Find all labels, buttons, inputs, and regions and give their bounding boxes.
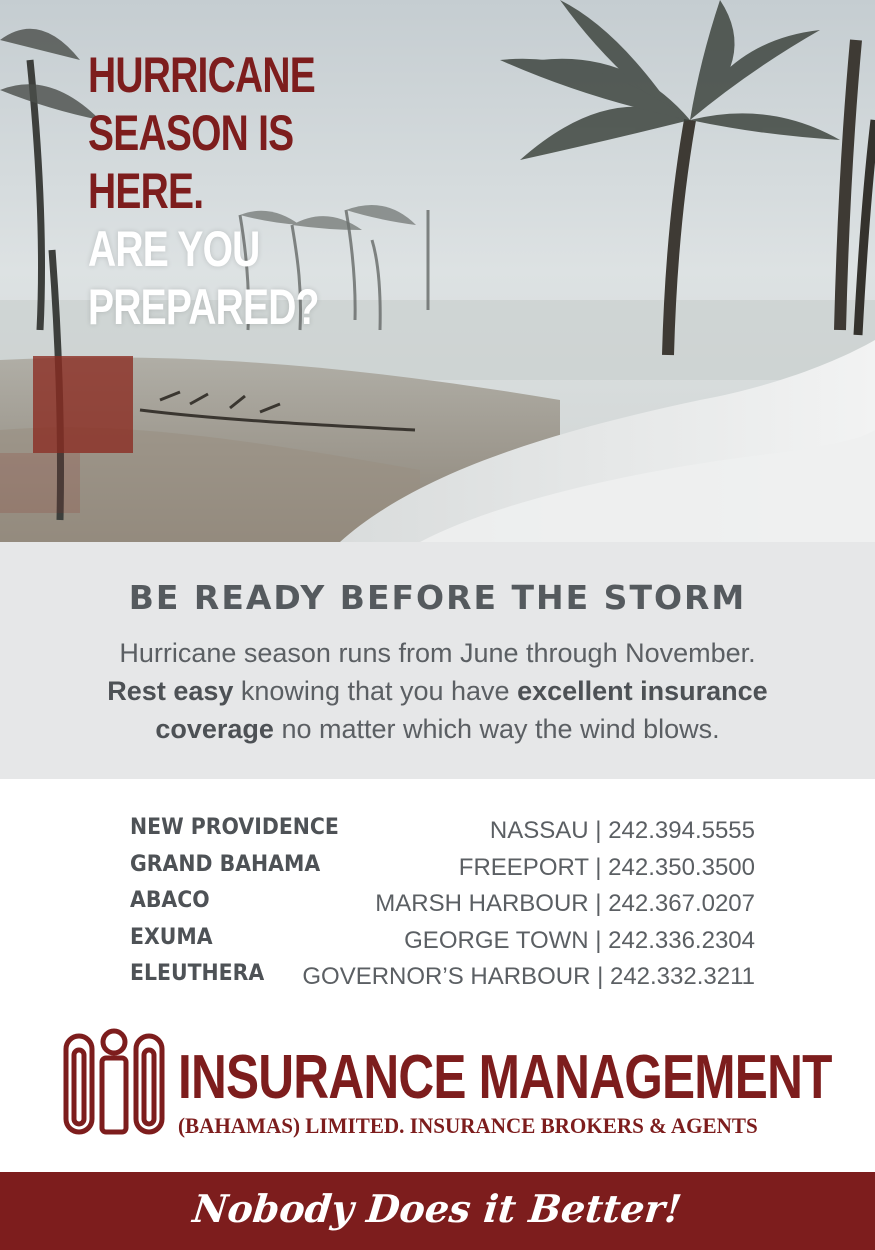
- company-logo-icon: [62, 1028, 166, 1136]
- office-phone: GEORGE TOWN | 242.336.2304: [404, 926, 755, 954]
- band-bold-text: Rest easy: [107, 676, 234, 706]
- company-subtitle: (BAHAMAS) LIMITED. INSURANCE BROKERS & AGENTS: [178, 1113, 758, 1138]
- region-name: GRAND BAHAMA: [130, 851, 321, 877]
- region-name: ABACO: [130, 888, 210, 913]
- tagline: Nobody Does it Better!: [190, 1186, 685, 1231]
- contact-row: [130, 852, 755, 889]
- headline-line: HERE.: [88, 163, 204, 219]
- region-name: EXUMA: [130, 924, 213, 950]
- headline-line: PREPARED?: [88, 279, 319, 335]
- contact-row: [130, 888, 755, 925]
- footer-bar: [0, 1172, 875, 1250]
- contact-row: [130, 925, 755, 962]
- office-phone: FREEPORT | 242.350.3500: [458, 853, 755, 881]
- contact-row: [130, 961, 755, 998]
- headline-line: ARE YOU: [88, 221, 260, 277]
- office-phone: MARSH HARBOUR | 242.367.0207: [375, 890, 755, 917]
- company-name: INSURANCE MANAGEMENT: [178, 1043, 832, 1112]
- band-text-segment: no matter which way the wind blows.: [273, 714, 720, 744]
- hero-banner: [0, 0, 875, 542]
- band-title: BE READY BEFORE THE STORM: [128, 578, 747, 617]
- contact-row: [130, 815, 755, 852]
- office-phone: GOVERNOR’S HARBOUR | 242.332.3211: [302, 963, 755, 990]
- headline-line: SEASON IS: [88, 105, 294, 161]
- band-line-1: Hurricane season runs from June through November.: [119, 638, 756, 668]
- band-description: [60, 634, 815, 748]
- region-name: ELEUTHERA: [130, 961, 265, 986]
- office-phone: NASSAU | 242.394.5555: [489, 817, 755, 844]
- band-text-segment: knowing that you have: [233, 676, 518, 706]
- accent-square: [33, 356, 133, 453]
- info-band: [0, 542, 875, 779]
- headline-line: HURRICANE: [88, 47, 315, 103]
- office-contacts: [130, 815, 755, 998]
- region-name: NEW PROVIDENCE: [130, 815, 339, 840]
- band-bold-text: excellent insurance coverage: [155, 676, 768, 744]
- hero-headline: [88, 46, 319, 336]
